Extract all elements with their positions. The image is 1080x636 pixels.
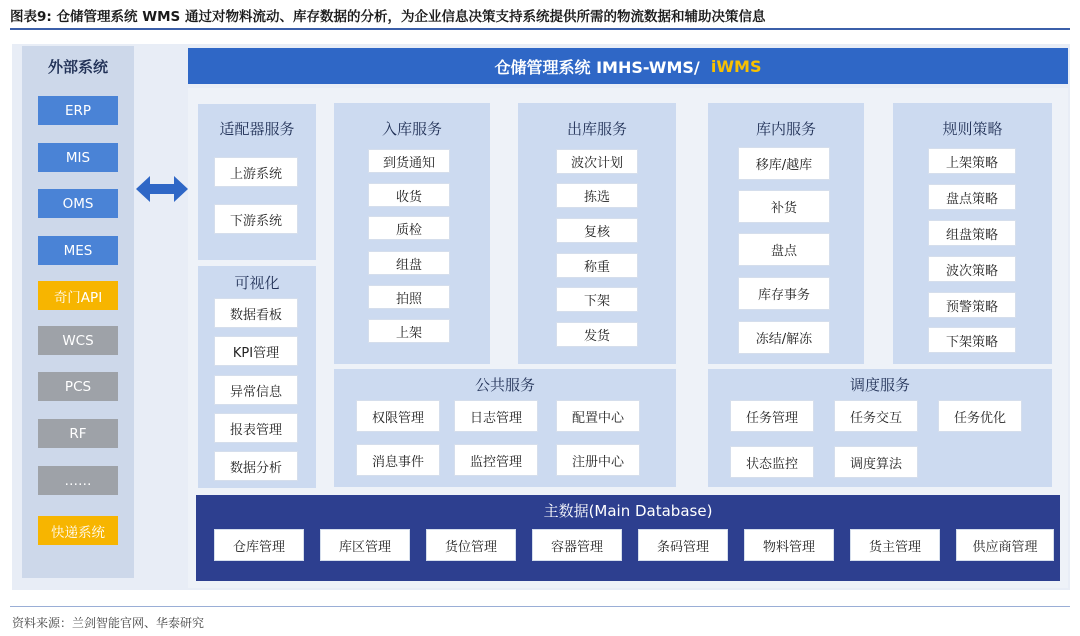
public-service-item: 消息事件 (356, 444, 440, 476)
rules-policy-title: 规则策略 (942, 120, 1003, 138)
visualization-item: 数据看板 (214, 298, 298, 328)
rules-item: 预警策略 (928, 292, 1016, 318)
master-data-title: 主数据(Main Database) (543, 502, 713, 520)
public-service-item: 日志管理 (454, 400, 538, 432)
dispatch-item: 任务管理 (730, 400, 814, 432)
inventory-item: 盘点 (738, 233, 830, 266)
external-system-chip: 奇门API (38, 281, 118, 310)
master-data-item: 库区管理 (320, 529, 410, 561)
public-service-title: 公共服务 (474, 376, 535, 394)
external-systems-panel (22, 46, 134, 578)
double-arrow-icon (136, 174, 188, 204)
outbound-item: 复核 (556, 218, 638, 243)
external-system-chip: 快递系统 (38, 516, 118, 545)
dispatch-item: 状态监控 (730, 446, 814, 478)
rules-item: 盘点策略 (928, 184, 1016, 210)
dispatch-item: 任务交互 (834, 400, 918, 432)
master-data-item: 条码管理 (638, 529, 728, 561)
inbound-item: 收货 (368, 183, 450, 207)
inbound-item: 上架 (368, 319, 450, 343)
rules-item: 波次策略 (928, 256, 1016, 282)
public-service-item: 配置中心 (556, 400, 640, 432)
dispatch-item: 任务优化 (938, 400, 1022, 432)
inventory-service-title: 库内服务 (755, 120, 816, 138)
system-title-highlight: iWMS (710, 56, 762, 76)
inventory-item: 补货 (738, 190, 830, 223)
external-system-chip: PCS (38, 372, 118, 401)
outbound-item: 拣选 (556, 183, 638, 208)
public-service-item: 监控管理 (454, 444, 538, 476)
rules-item: 组盘策略 (928, 220, 1016, 246)
inventory-item: 库存事务 (738, 277, 830, 310)
rules-item: 下架策略 (928, 327, 1016, 353)
dispatch-service-title: 调度服务 (849, 376, 910, 394)
external-systems-title: 外部系统 (47, 58, 108, 76)
system-title-bar (188, 48, 1068, 84)
inbound-item: 拍照 (368, 285, 450, 309)
system-title: 仓储管理系统 IMHS-WMS/ (494, 57, 711, 77)
inventory-item: 移库/越库 (738, 147, 830, 180)
visualization-title: 可视化 (234, 274, 280, 292)
footer-rule (10, 606, 1070, 607)
adapter-item: 上游系统 (214, 157, 298, 187)
master-data-item: 货主管理 (850, 529, 940, 561)
outbound-service-title: 出库服务 (566, 120, 627, 138)
visualization-item: 数据分析 (214, 451, 298, 481)
adapter-item: 下游系统 (214, 204, 298, 234)
figure-caption: 图表9: 仓储管理系统 WMS 通过对物料流动、库存数据的分析，为企业信息决策支持系统提供所需的物流数据和辅助决策信息 (10, 9, 766, 25)
external-system-chip: MES (38, 236, 118, 265)
outbound-item: 波次计划 (556, 149, 638, 174)
inbound-item: 到货通知 (368, 149, 450, 173)
visualization-item: 异常信息 (214, 375, 298, 405)
master-data-item: 货位管理 (426, 529, 516, 561)
external-system-chip: ERP (38, 96, 118, 125)
visualization-item: 报表管理 (214, 413, 298, 443)
caption-rule (10, 28, 1070, 30)
external-system-chip: …… (38, 466, 118, 495)
public-service-item: 注册中心 (556, 444, 640, 476)
visualization-item: KPI管理 (214, 336, 298, 366)
dispatch-item: 调度算法 (834, 446, 918, 478)
outbound-item: 发货 (556, 322, 638, 347)
rules-item: 上架策略 (928, 148, 1016, 174)
master-data-item: 容器管理 (532, 529, 622, 561)
inbound-item: 质检 (368, 216, 450, 240)
outbound-item: 称重 (556, 253, 638, 278)
inbound-item: 组盘 (368, 251, 450, 275)
external-system-chip: OMS (38, 189, 118, 218)
external-system-chip: RF (38, 419, 118, 448)
master-data-item: 仓库管理 (214, 529, 304, 561)
master-data-item: 供应商管理 (956, 529, 1054, 561)
outbound-item: 下架 (556, 287, 638, 312)
inventory-item: 冻结/解冻 (738, 321, 830, 354)
external-system-chip: MIS (38, 143, 118, 172)
master-data-item: 物料管理 (744, 529, 834, 561)
inbound-service-title: 入库服务 (381, 120, 442, 138)
external-system-chip: WCS (38, 326, 118, 355)
public-service-item: 权限管理 (356, 400, 440, 432)
source-note: 资料来源：兰剑智能官网、华泰研究 (12, 616, 205, 630)
adapter-service-title: 适配器服务 (219, 120, 295, 138)
